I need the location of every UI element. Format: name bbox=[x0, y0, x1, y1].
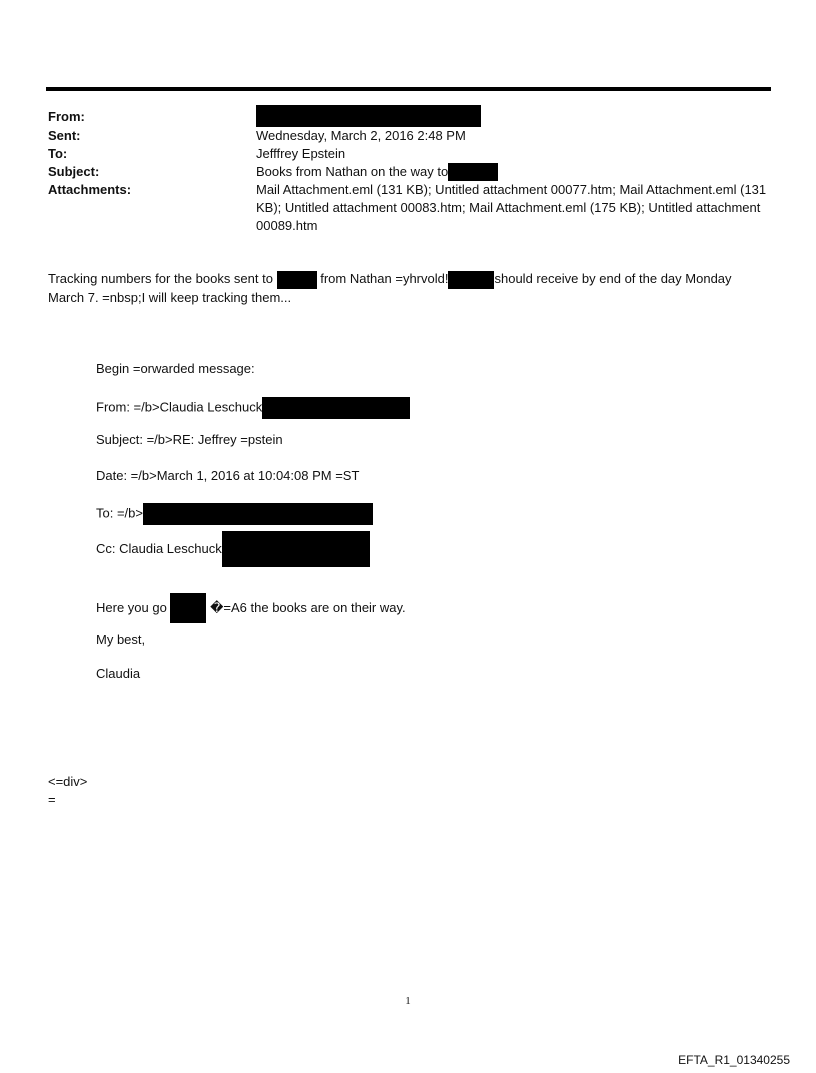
subject-value: Books from Nathan on the way to bbox=[256, 163, 449, 179]
trailing-equals: = bbox=[48, 792, 56, 807]
redaction-box bbox=[170, 593, 206, 623]
sent-value: Wednesday, March 2, 2016 2:48 PM bbox=[256, 127, 466, 143]
forward-closing: My best, bbox=[96, 632, 146, 647]
redaction-box bbox=[262, 397, 410, 419]
trailing-markup bbox=[48, 773, 87, 809]
from-label: From: bbox=[48, 109, 85, 124]
to-label: To: bbox=[48, 145, 68, 161]
redaction-box bbox=[222, 531, 370, 567]
email-header bbox=[48, 108, 768, 235]
page-number: 1 bbox=[405, 995, 411, 1007]
header-rule bbox=[46, 87, 771, 91]
attachments-value: Mail Attachment.eml (131 KB); Untitled attachment 00077.htm; Mail Attachment.eml (131 KB); Untitled attachment 00083.htm; Mail Attachment.eml (175 KB); Untitled attachment 00089.htm bbox=[256, 182, 767, 234]
document-id: EFTA_R1_01340255 bbox=[678, 1053, 790, 1067]
to-value: Jefffrey Epstein bbox=[256, 145, 346, 161]
forward-to: To: =/b> bbox=[96, 503, 373, 525]
redaction-box bbox=[448, 163, 498, 181]
body-part-2: from Nathan =yhrvold! bbox=[320, 271, 449, 286]
forward-date: Date: =/b>March 1, 2016 at 10:04:08 PM =ST bbox=[96, 468, 360, 483]
trailing-div-tag: <=div> bbox=[48, 774, 88, 789]
forward-subject: Subject: =/b>RE: Jeffrey =pstein bbox=[96, 432, 283, 447]
body-part-3: should receive by end of the day Monday March 7. =nbsp;I will keep tracking them... bbox=[48, 271, 732, 305]
forward-from: From: =/b>Claudia Leschuck bbox=[96, 397, 410, 419]
subject-row bbox=[48, 163, 768, 182]
redaction-box bbox=[256, 105, 481, 127]
sent-row bbox=[48, 127, 768, 145]
attachments-row bbox=[48, 181, 768, 235]
message-body bbox=[48, 270, 768, 307]
redaction-box bbox=[143, 503, 373, 525]
forward-begin: Begin =orwarded message: bbox=[96, 361, 255, 376]
forward-cc: Cc: Claudia Leschuck bbox=[96, 531, 370, 567]
redaction-box bbox=[277, 271, 317, 289]
from-row bbox=[48, 108, 768, 127]
sent-label: Sent: bbox=[48, 127, 81, 143]
redaction-box bbox=[448, 271, 494, 289]
body-part-1: Tracking numbers for the books sent to bbox=[48, 271, 273, 286]
subject-label: Subject: bbox=[48, 163, 100, 179]
to-row bbox=[48, 145, 768, 163]
attachments-label: Attachments: bbox=[48, 182, 132, 198]
forward-here-line: Here you go �=A6 the books are on their way. bbox=[96, 593, 406, 623]
forward-signature: Claudia bbox=[96, 666, 141, 681]
